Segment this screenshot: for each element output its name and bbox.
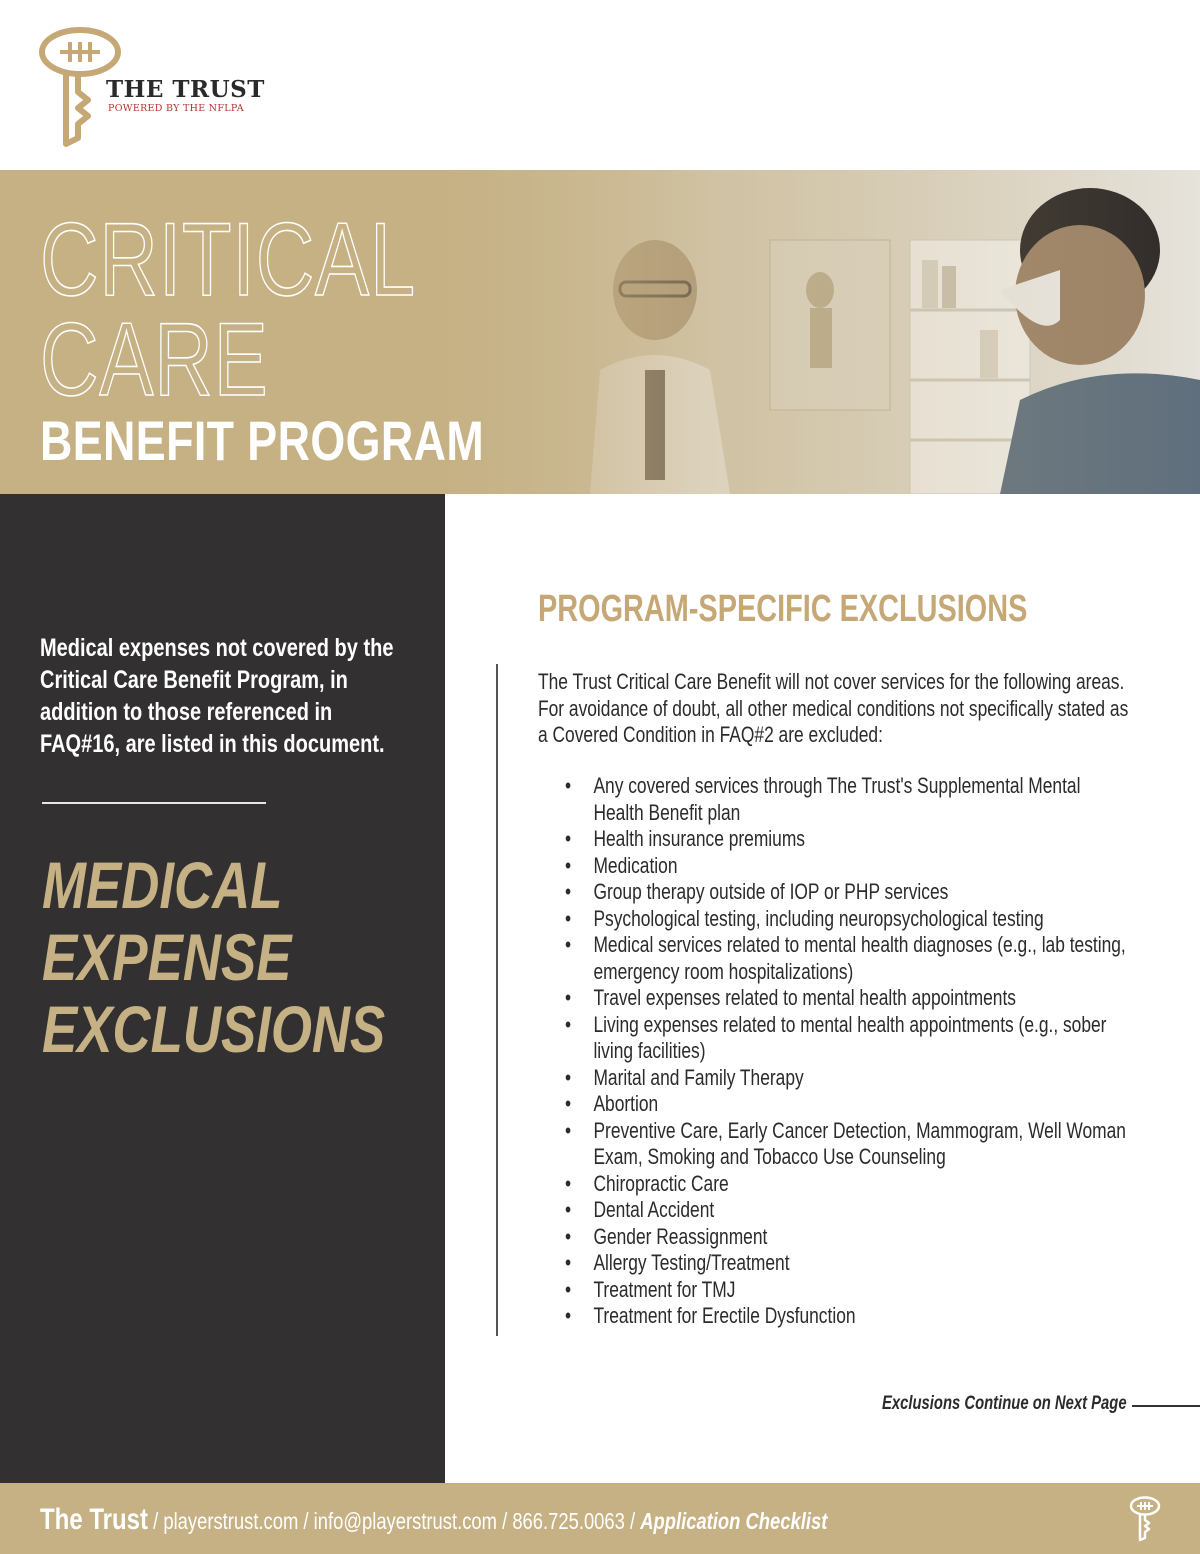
list-item: • Any covered services through The Trust's Supplemental Mental Health Benefit plan	[565, 773, 1134, 826]
list-item: • Abortion	[565, 1091, 1134, 1118]
footer-checklist-link[interactable]: Application Checklist	[640, 1508, 828, 1534]
continue-rule	[1132, 1405, 1200, 1407]
brand-tagline: POWERED BY THE NFLPA	[108, 103, 244, 114]
footer-phone: 866.725.0063	[512, 1508, 625, 1534]
list-item: • Preventive Care, Early Cancer Detection, Mammogram, Well Woman Exam, Smoking and Tobacco Use Counseling	[565, 1118, 1134, 1171]
intro-text: Medical expenses not covered by the Critical Care Benefit Program, in addition to those referenced in FAQ#16, are listed in this document.	[40, 634, 394, 758]
brand-name: THE TRUST	[106, 76, 265, 103]
hero-subtitle: BENEFIT PROGRAM	[40, 409, 485, 472]
list-item: • Living expenses related to mental health appointments (e.g., sober living facilities)	[565, 1012, 1134, 1065]
footer-bar	[0, 1483, 1200, 1554]
footer-separator: /	[624, 1508, 641, 1534]
hero-title-line-2: CARE	[40, 302, 269, 418]
intro-paragraph: The Trust Critical Care Benefit will not cover services for the following areas. For avoidance of doubt, all other medical conditions not specifically stated as a Covered Condition in FAQ#2 are excluded:	[538, 669, 1129, 747]
list-item: • Health insurance premiums	[565, 826, 1134, 853]
list-item: • Dental Accident	[565, 1197, 1134, 1224]
list-item: • Allergy Testing/Treatment	[565, 1250, 1134, 1277]
section-heading: PROGRAM-SPECIFIC EXCLUSIONS	[538, 588, 1028, 630]
list-item: • Travel expenses related to mental health appointments	[565, 985, 1134, 1012]
footer-email-link[interactable]: info@playerstrust.com	[313, 1508, 497, 1534]
footer-key-icon	[1128, 1495, 1162, 1543]
footer-separator: /	[148, 1508, 164, 1534]
footer-website-link[interactable]: playerstrust.com	[163, 1508, 299, 1534]
sidebar-heading-line: EXCLUSIONS	[42, 992, 386, 1066]
hero-banner	[0, 170, 1200, 494]
list-item: • Group therapy outside of IOP or PHP services	[565, 879, 1134, 906]
sidebar-heading-line: MEDICAL	[42, 848, 283, 922]
doctor-patient-photo	[440, 170, 1200, 494]
logo	[36, 24, 276, 154]
footer-separator: /	[496, 1508, 513, 1534]
sidebar-panel	[0, 494, 445, 1483]
footer-brand: The Trust	[40, 1503, 149, 1536]
list-item: • Medical services related to mental health diagnoses (e.g., lab testing, emergency room hospitalizations)	[565, 932, 1134, 985]
sidebar-heading-line: EXPENSE	[42, 920, 292, 994]
divider	[42, 802, 266, 804]
list-item: • Psychological testing, including neuropsychological testing	[565, 906, 1134, 933]
list-item: • Chiropractic Care	[565, 1171, 1134, 1198]
list-item: • Marital and Family Therapy	[565, 1065, 1134, 1092]
exclusions-list	[565, 773, 1134, 1330]
list-item: • Treatment for Erectile Dysfunction	[565, 1303, 1134, 1330]
list-item: • Gender Reassignment	[565, 1224, 1134, 1251]
continue-note: Exclusions Continue on Next Page	[882, 1393, 1127, 1414]
sidebar-heading	[42, 849, 385, 1065]
footer-separator: /	[298, 1508, 314, 1534]
list-item: • Medication	[565, 853, 1134, 880]
vertical-divider	[496, 664, 498, 1336]
list-item: • Treatment for TMJ	[565, 1277, 1134, 1304]
footer-contact-line	[40, 1503, 827, 1537]
hero-title-line-1: CRITICAL	[40, 202, 416, 318]
